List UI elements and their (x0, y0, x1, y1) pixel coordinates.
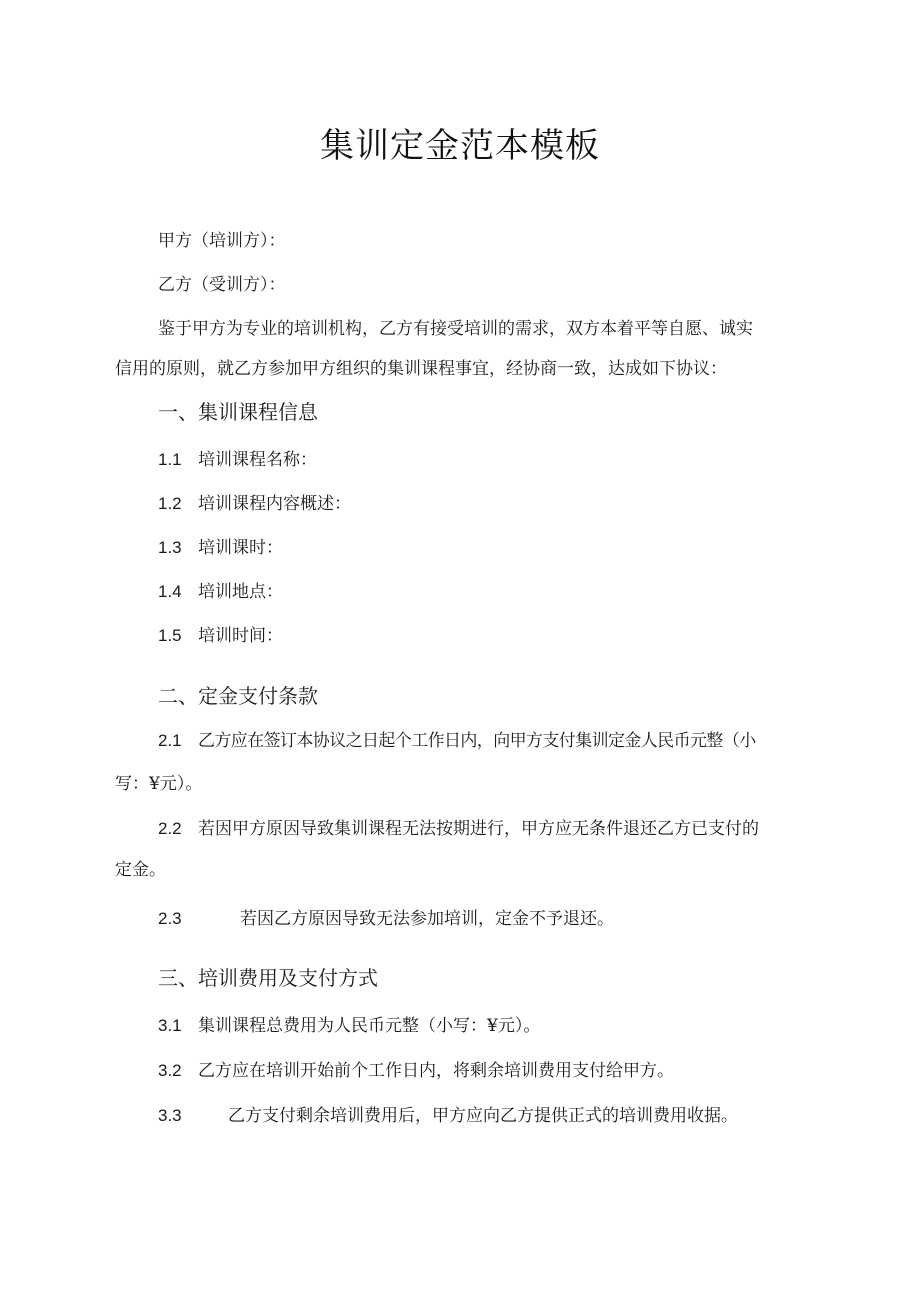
section-heading-1: 一、集训课程信息 (158, 400, 318, 424)
clause-number: 3.3 (158, 1106, 182, 1125)
clause-number: 2.2 (158, 819, 182, 838)
clause-number: 1.1 (158, 450, 182, 469)
clause-text: 乙方应在签订本协议之日起个工作日内，向甲方支付集训定金人民币元整（小 (198, 731, 756, 751)
clause-text: 乙方应在培训开始前个工作日内，将剩余培训费用支付给甲方。 (198, 1061, 674, 1081)
clause-number: 2.3 (158, 909, 182, 928)
clause-2-1-continuation: 写：¥元）。 (115, 774, 203, 794)
clause-3-3 (158, 1103, 738, 1129)
clause-number: 2.1 (158, 731, 182, 750)
clause-3-1 (158, 1013, 540, 1039)
party-a-label: 甲方（培训方）： (158, 231, 286, 251)
clause-text: 培训课时： (198, 538, 283, 558)
clause-text: 培训课程名称： (198, 450, 317, 470)
clause-text: 乙方支付剩余培训费用后，甲方应向乙方提供正式的培训费用收据。 (228, 1106, 738, 1126)
clause-1-2 (158, 491, 351, 517)
clause-1-3 (158, 535, 283, 561)
clause-text: 培训地点： (198, 582, 283, 602)
clause-2-2-continuation: 定金。 (115, 860, 166, 880)
section-heading-2: 二、定金支付条款 (158, 684, 318, 708)
clause-1-1 (158, 447, 317, 473)
clause-2-3 (158, 906, 614, 932)
preamble-line-2: 信用的原则，就乙方参加甲方组织的集训课程事宜，经协商一致，达成如下协议： (115, 359, 727, 379)
clause-number: 1.4 (158, 582, 182, 601)
clause-number: 1.5 (158, 626, 182, 645)
clause-text: 若因甲方原因导致集训课程无法按期进行，甲方应无条件退还乙方已支付的 (198, 819, 759, 839)
clause-1-4 (158, 579, 283, 605)
clause-text: 培训时间： (198, 626, 283, 646)
clause-1-5 (158, 623, 283, 649)
clause-text: 培训课程内容概述： (198, 494, 351, 514)
clause-number: 3.1 (158, 1016, 182, 1035)
clause-2-1 (158, 728, 756, 754)
preamble-line-1: 鉴于甲方为专业的培训机构，乙方有接受培训的需求，双方本着平等自愿、诚实 (158, 319, 753, 339)
party-b-label: 乙方（受训方）： (158, 275, 286, 295)
section-heading-3: 三、培训费用及支付方式 (158, 966, 378, 990)
clause-number: 3.2 (158, 1061, 182, 1080)
clause-text: 若因乙方原因导致无法参加培训，定金不予退还。 (240, 909, 614, 929)
document-title: 集训定金范本模板 (320, 126, 600, 166)
clause-number: 1.3 (158, 538, 182, 557)
clause-2-2 (158, 816, 759, 842)
clause-text: 集训课程总费用为人民币元整（小写：¥元）。 (198, 1016, 541, 1036)
clause-3-2 (158, 1058, 674, 1084)
clause-number: 1.2 (158, 494, 182, 513)
